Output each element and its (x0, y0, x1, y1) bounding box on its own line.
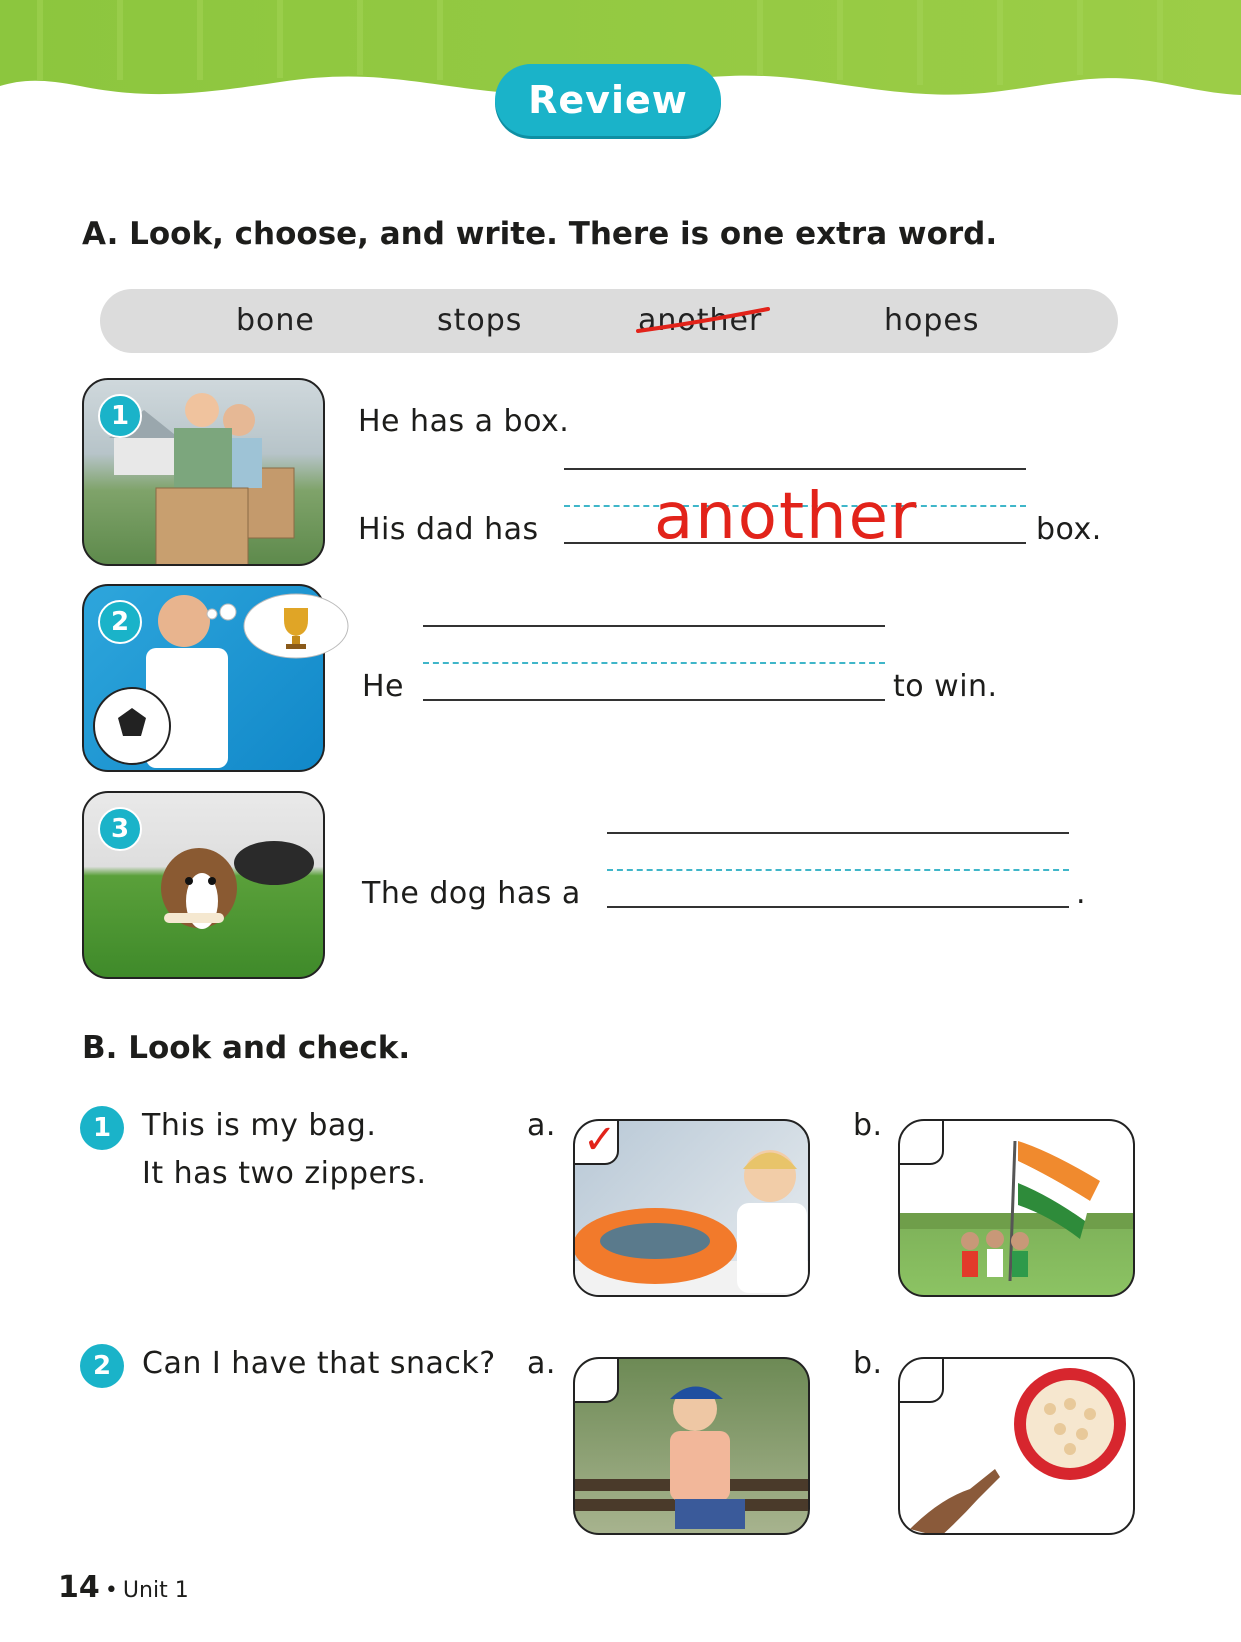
item-number-badge: 3 (98, 807, 142, 851)
b2-option-b-label: b. (853, 1346, 883, 1381)
checkbox-corner[interactable] (898, 1357, 944, 1403)
sentence-1-suffix: box. (1036, 512, 1102, 547)
writing-base-line (423, 699, 885, 701)
writing-base-line (607, 906, 1069, 908)
b2-option-a-photo-girl-on-bench[interactable] (573, 1357, 810, 1535)
review-title-pill (495, 64, 721, 136)
writing-top-line (607, 832, 1069, 834)
writing-top-line (423, 625, 885, 627)
unit-label: Unit 1 (122, 1578, 189, 1603)
b2-text-line1: Can I have that snack? (142, 1346, 496, 1381)
crossed-word: another (638, 303, 763, 338)
checkbox-corner[interactable] (573, 1357, 619, 1403)
section-a-heading: A. Look, choose, and write. There is one extra word. (82, 216, 998, 252)
b1-text-line2: It has two zippers. (142, 1156, 427, 1191)
item-number-badge: 2 (98, 600, 142, 644)
writing-top-line (564, 468, 1026, 470)
b1-option-a-photo-girl-with-bag[interactable] (573, 1119, 810, 1297)
word-bank-item: hopes (884, 303, 980, 338)
word-bank-item-crossed (638, 289, 762, 353)
strikethrough-mark (636, 305, 772, 337)
writing-mid-line (607, 869, 1069, 871)
page-footer (58, 1570, 189, 1605)
word-bank (100, 289, 1118, 353)
item-number-badge: 2 (80, 1344, 124, 1388)
sentence-3-prefix: The dog has a (362, 876, 581, 911)
item-number-badge: 1 (80, 1106, 124, 1150)
photo-dog-chewing-bone (82, 791, 325, 979)
word-bank-item: bone (236, 303, 315, 338)
checkbox-corner[interactable] (898, 1119, 944, 1165)
sentence-3-suffix: . (1076, 876, 1087, 911)
section-b-heading: B. Look and check. (82, 1030, 411, 1066)
b1-option-a-label: a. (527, 1108, 556, 1143)
footer-bullet: • (104, 1578, 118, 1603)
sentence-2-suffix: to win. (893, 669, 998, 704)
item-number-badge: 1 (98, 394, 142, 438)
b1-text-line1: This is my bag. (142, 1108, 377, 1143)
b2-option-b-photo-popcorn-bowl[interactable] (898, 1357, 1135, 1535)
word-bank-item: stops (437, 303, 523, 338)
sentence-2-prefix: He (362, 669, 405, 704)
sentence-1-prefix: His dad has (358, 512, 539, 547)
photo-boy-and-dad-with-boxes (82, 378, 325, 566)
answer-text: another (654, 480, 919, 554)
b1-option-b-label: b. (853, 1108, 883, 1143)
thought-bubble (200, 590, 350, 670)
writing-mid-line (423, 662, 885, 664)
sentence-1-line1: He has a box. (358, 404, 570, 439)
b2-option-a-label: a. (527, 1346, 556, 1381)
page-title: Review (528, 78, 688, 122)
b1-option-b-photo-kids-with-flag[interactable] (898, 1119, 1135, 1297)
page-number: 14 (58, 1570, 100, 1605)
check-mark-icon: ✓ (583, 1119, 617, 1163)
